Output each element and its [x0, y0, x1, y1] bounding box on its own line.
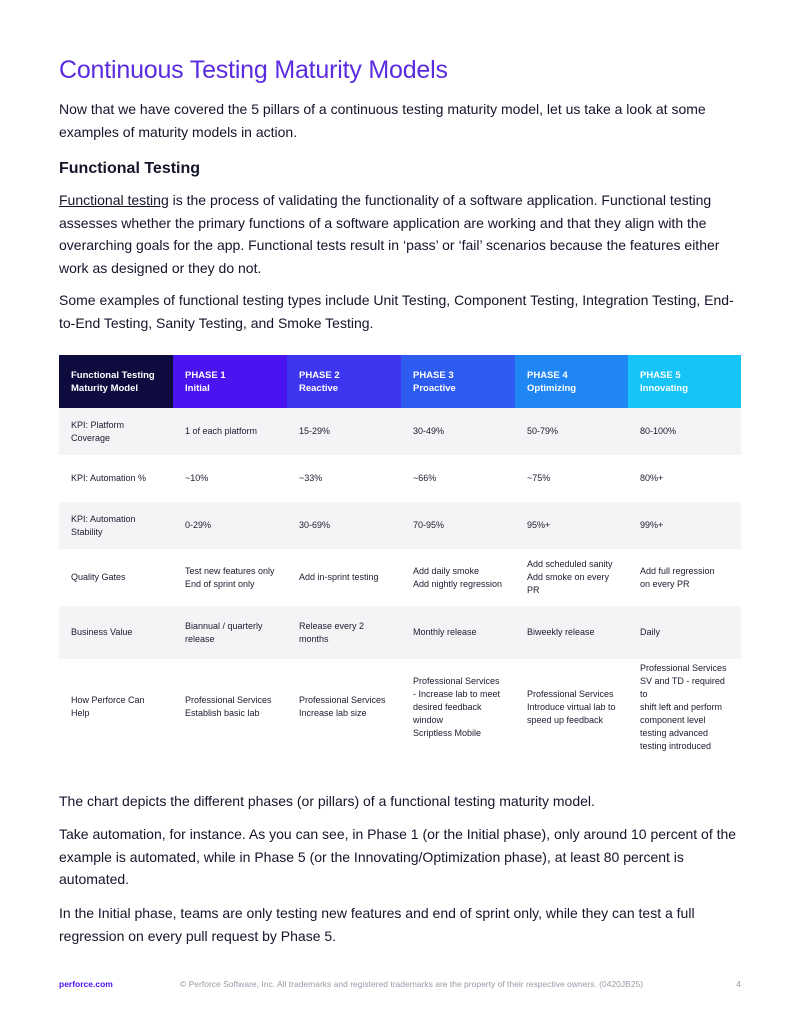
cell-line: Daily [640, 627, 661, 637]
phase-5-cell [628, 659, 741, 755]
phase-5-cell [628, 502, 741, 549]
cell-line: Add in-sprint testing [299, 572, 379, 582]
cell-line: Add scheduled sanity [527, 559, 613, 569]
header-line: PHASE 2 [299, 369, 340, 381]
footer-copyright: © Perforce Software, Inc. All trademarks and registered trademarks are the property of their respective owners. (0420JB25) [180, 979, 644, 989]
cell-line: Stability [71, 526, 103, 537]
cell-line: 70-95% [413, 520, 445, 530]
chart-summary-paragraph: The chart depicts the different phases (or pillars) of a functional testing maturity model. [59, 793, 595, 809]
functional-testing-link[interactable]: Functional testing [59, 192, 169, 208]
cell-line: 1 of each platform [185, 426, 258, 436]
table-row [59, 549, 741, 606]
cell-line: Professional Services [413, 675, 500, 686]
cell-line: PR [527, 585, 540, 595]
phase-2-cell [287, 549, 401, 606]
phase-4-cell [515, 455, 628, 502]
page-title: Continuous Testing Maturity Models [59, 56, 448, 84]
cell-line: KPI: Platform Coverage [71, 419, 125, 443]
phase-2-cell [287, 606, 401, 659]
phase-2-cell [287, 455, 401, 502]
cell-line: ~75% [527, 473, 551, 483]
phase-3-cell [401, 659, 515, 755]
maturity-model-table [59, 355, 741, 755]
cell-line: Add nightly regression [413, 578, 503, 589]
cell-line: KPI: Automation % [71, 473, 147, 483]
footer-site-link[interactable]: perforce.com [59, 979, 113, 989]
phase-3-cell [401, 549, 515, 606]
cell-line: Biannual / quarterly [185, 620, 263, 631]
header-phase-4 [515, 355, 628, 408]
cell-line: 30-49% [413, 426, 445, 436]
cell-line: desired feedback [413, 701, 482, 712]
header-line: PHASE 1 [185, 369, 226, 381]
header-line: Optimizing [527, 382, 577, 394]
header-line: Initial [185, 382, 210, 394]
cell-line: 95%+ [527, 520, 551, 530]
cell-line: 30-69% [299, 520, 331, 530]
header-phase-5 [628, 355, 741, 408]
table-row [59, 606, 741, 659]
cell-line: Add full regression [640, 565, 715, 576]
phase-4-cell [515, 659, 628, 755]
cell-line: Help [71, 708, 90, 718]
cell-line: Business Value [71, 627, 133, 637]
header-phase-1 [173, 355, 287, 408]
header-line: Proactive [413, 382, 456, 394]
phase-4-cell [515, 606, 628, 659]
header-phase-3 [401, 355, 515, 408]
cell-line: 15-29% [299, 426, 331, 436]
cell-line: End of sprint only [185, 578, 255, 589]
cell-line: 80-100% [640, 426, 677, 436]
header-line: Maturity Model [71, 382, 139, 394]
cell-line: 0-29% [185, 520, 212, 530]
page-number: 4 [736, 979, 741, 989]
cell-line: Add daily smoke [413, 565, 480, 576]
phase-3-cell [401, 408, 515, 455]
cell-line: testing advanced [640, 727, 709, 738]
cell-line: Professional Services [640, 662, 727, 673]
cell-line: Scriptless Mobile [413, 727, 482, 738]
cell-line: ~10% [185, 473, 209, 483]
header-line: Reactive [299, 382, 339, 394]
row-label-cell [59, 659, 173, 755]
cell-line: SV and TD - required to [640, 675, 725, 699]
cell-line: 50-79% [527, 426, 559, 436]
phase-1-cell [173, 455, 287, 502]
phase-4-cell [515, 408, 628, 455]
functional-testing-paragraph [59, 189, 749, 279]
cell-line: Introduce virtual lab to [527, 701, 616, 712]
cell-line: testing introduced [640, 740, 712, 751]
header-line: PHASE 3 [413, 369, 454, 381]
section-heading: Functional Testing [59, 160, 201, 177]
cell-line: Increase lab size [299, 708, 367, 718]
phase-5-cell [628, 606, 741, 659]
cell-line: Quality Gates [71, 572, 126, 582]
header-line: Innovating [640, 382, 689, 394]
phase-1-cell [173, 549, 287, 606]
cell-line: component level [640, 714, 706, 725]
examples-paragraph: Some examples of functional testing types include Unit Testing, Component Testing, Integration Testing, End-to-End Testing, Sanity Testing, and Smoke Testing. [59, 292, 734, 331]
phase-2-cell [287, 659, 401, 755]
cell-line: Add smoke on every [527, 572, 610, 582]
phase-2-cell [287, 408, 401, 455]
cell-line: ~66% [413, 473, 437, 483]
cell-line: shift left and perform [640, 701, 723, 712]
phase-3-cell [401, 606, 515, 659]
row-label-cell [59, 502, 173, 549]
cell-line: Professional Services [299, 695, 386, 705]
table-row [59, 502, 741, 549]
phase-1-cell [173, 659, 287, 755]
cell-line: release [185, 633, 215, 644]
phase-3-cell [401, 502, 515, 549]
cell-line: KPI: Automation [71, 513, 136, 524]
cell-line: on every PR [640, 578, 690, 589]
phase-4-cell [515, 502, 628, 549]
cell-line: 99%+ [640, 520, 664, 530]
row-label-cell [59, 408, 173, 455]
table-row [59, 455, 741, 502]
cell-line: Test new features only [185, 565, 275, 576]
cell-line: - Increase lab to meet [413, 688, 501, 699]
phase-5-cell [628, 549, 741, 606]
phase-1-cell [173, 408, 287, 455]
table-body [59, 408, 741, 755]
cell-line: Monthly release [413, 627, 477, 637]
cell-line: months [299, 633, 329, 644]
phase-1-cell [173, 606, 287, 659]
header-line: PHASE 5 [640, 369, 681, 381]
row-label-cell [59, 606, 173, 659]
automation-paragraph: Take automation, for instance. As you can see, in Phase 1 (or the Initial phase), only around 10 percent of the example is automated, while in Phase 5 (or the Innovating/Optimization phase), at least 80 percent is automated. [59, 826, 737, 887]
phase-1-cell [173, 502, 287, 549]
header-model [59, 355, 173, 408]
row-label-cell [59, 549, 173, 606]
phase-5-cell [628, 455, 741, 502]
cell-line: Establish basic lab [185, 708, 260, 718]
header-line: PHASE 4 [527, 369, 568, 381]
cell-line: Professional Services [185, 695, 272, 705]
row-label-cell [59, 455, 173, 502]
cell-line: How Perforce Can [71, 695, 145, 705]
phase-2-cell [287, 502, 401, 549]
table-row [59, 659, 741, 755]
header-phase-2 [287, 355, 401, 408]
phase-3-cell [401, 455, 515, 502]
table-header-row [59, 355, 741, 408]
phase-5-cell [628, 408, 741, 455]
cell-line: window [413, 714, 444, 725]
table-row [59, 408, 741, 455]
phase-4-cell [515, 549, 628, 606]
header-line: Functional Testing [71, 369, 155, 381]
cell-line: ~33% [299, 473, 323, 483]
cell-line: Biweekly release [527, 627, 595, 637]
cell-line: Professional Services [527, 688, 614, 699]
cell-line: Release every 2 [299, 620, 365, 631]
cell-line: speed up feedback [527, 714, 604, 725]
cell-line: 80%+ [640, 473, 664, 483]
functional-testing-text: is the process of validating the functionality of a software application. Functional testing assesses whether the primary functions of a software application are working and that they align with the overarching goals for the app. Functional tests result in ‘pass’ or ‘fail’ scenarios because the features either work as designed or they do not. [59, 192, 720, 276]
intro-paragraph: Now that we have covered the 5 pillars of a continuous testing maturity model, let us take a look at some examples of maturity models in action. [59, 101, 706, 140]
regression-paragraph: In the Initial phase, teams are only testing new features and end of sprint only, while they can test a full regression on every pull request by Phase 5. [59, 905, 695, 944]
